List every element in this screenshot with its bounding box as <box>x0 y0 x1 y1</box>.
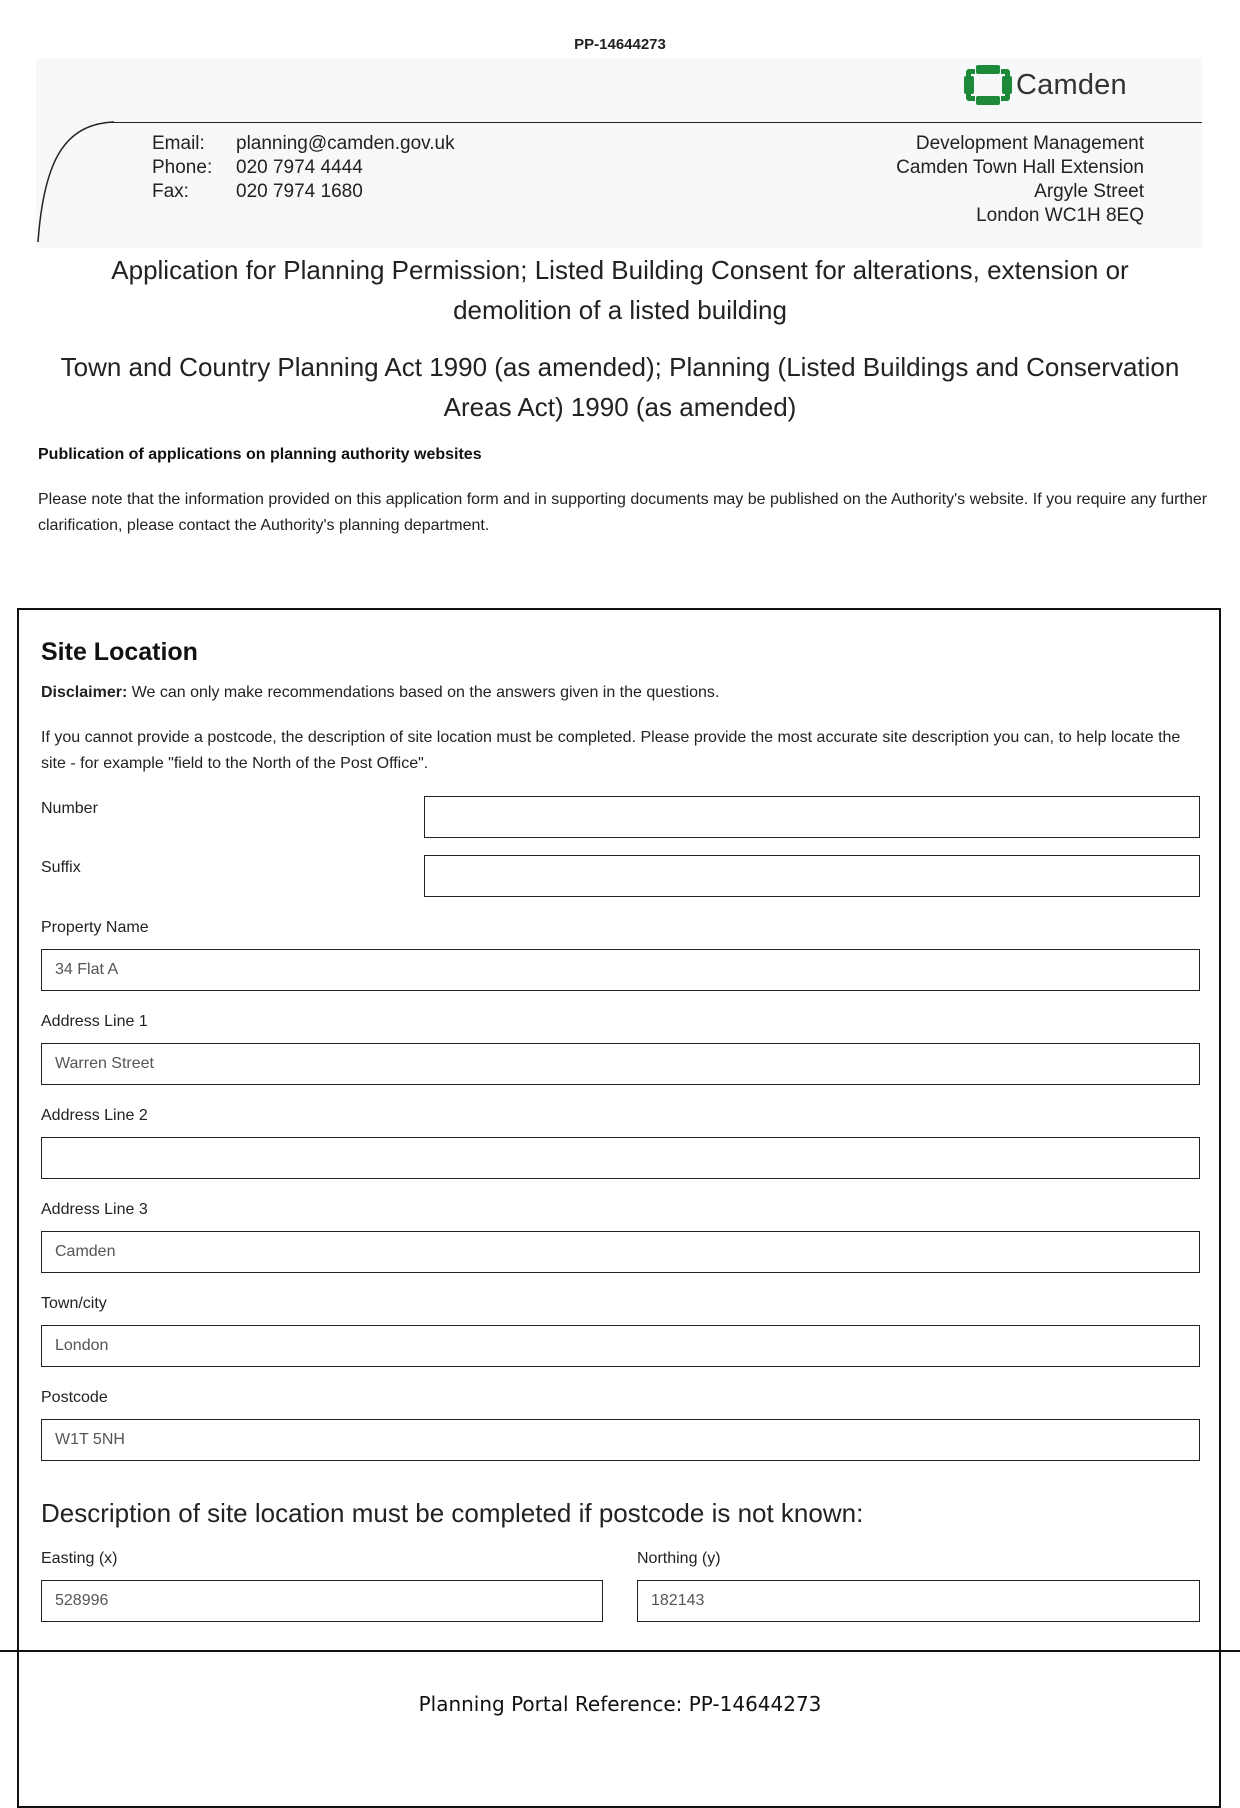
acts-title: Town and Country Planning Act 1990 (as amended); Planning (Listed Buildings and Conservation Areas Act) 1990 (as amended) <box>60 352 1180 422</box>
contact-fax: 020 7974 1680 <box>236 181 363 202</box>
logo-text: Camden <box>1016 68 1127 101</box>
postcode-label: Postcode <box>41 1389 108 1406</box>
contact-block <box>152 132 455 204</box>
address-line: London WC1H 8EQ <box>976 205 1144 226</box>
council-address <box>896 132 1144 228</box>
address-line-3-field[interactable]: Camden <box>41 1231 1200 1273</box>
easting-field[interactable]: 528996 <box>41 1580 603 1622</box>
disclaimer-label: Disclaimer: <box>41 684 128 701</box>
address-line: Argyle Street <box>1034 181 1144 202</box>
publication-heading: Publication of applications on planning authority websites <box>38 446 482 463</box>
application-title: Application for Planning Permission; Listed Building Consent for alterations, extension or demolition of a listed building <box>111 255 1129 325</box>
address-line-1-label: Address Line 1 <box>41 1013 148 1030</box>
disclaimer-text: We can only make recommendations based on the answers given in the questions. <box>127 684 720 701</box>
town-city-field[interactable]: London <box>41 1325 1200 1367</box>
contact-label: Email: <box>152 133 205 154</box>
address-line-3-label: Address Line 3 <box>41 1201 148 1218</box>
northing-label: Northing (y) <box>637 1550 721 1567</box>
suffix-field[interactable] <box>424 855 1200 897</box>
contact-email: planning@camden.gov.uk <box>236 133 455 154</box>
header-curve-decoration <box>36 118 126 248</box>
easting-label: Easting (x) <box>41 1550 118 1567</box>
address-line: Development Management <box>915 133 1144 154</box>
town-city-label: Town/city <box>41 1295 107 1312</box>
property-name-field[interactable]: 34 Flat A <box>41 949 1200 991</box>
northing-field[interactable]: 182143 <box>637 1580 1200 1622</box>
site-location-section <box>17 608 1221 1808</box>
address-line-1-field[interactable]: Warren Street <box>41 1043 1200 1085</box>
contact-fax-row <box>152 180 455 204</box>
document-reference-top: PP-14644273 <box>574 36 666 53</box>
number-field[interactable] <box>424 796 1200 838</box>
header-rule <box>110 122 1202 123</box>
postcode-note: If you cannot provide a postcode, the description of site location must be completed. Please provide the most accurate site description you can, to help locate the site - for example "field to the North of the Post Office". <box>41 729 1181 772</box>
camden-logo <box>962 63 1127 107</box>
camden-logo-icon <box>962 63 1014 107</box>
property-name-label: Property Name <box>41 919 149 936</box>
number-label: Number <box>41 800 98 817</box>
postcode-field[interactable]: W1T 5NH <box>41 1419 1200 1461</box>
contact-phone-row <box>152 156 455 180</box>
address-line-2-label: Address Line 2 <box>41 1107 148 1124</box>
section-title: Site Location <box>41 638 198 666</box>
description-heading: Description of site location must be completed if postcode is not known: <box>41 1498 864 1528</box>
contact-label: Phone: <box>152 157 213 178</box>
address-line: Camden Town Hall Extension <box>896 157 1144 178</box>
disclaimer <box>41 684 719 702</box>
footer-reference: Planning Portal Reference: PP-14644273 <box>418 1692 822 1716</box>
suffix-label: Suffix <box>41 859 81 876</box>
publication-text: Please note that the information provided on this application form and in supporting documents may be published on the Authority's website. If you require any further clarification, please contact the Authority's planning department. <box>38 491 1208 534</box>
address-line-2-field[interactable] <box>41 1137 1200 1179</box>
contact-phone: 020 7974 4444 <box>236 157 363 178</box>
contact-email-row <box>152 132 455 156</box>
footer-rule <box>0 1650 1240 1652</box>
contact-label: Fax: <box>152 181 189 202</box>
